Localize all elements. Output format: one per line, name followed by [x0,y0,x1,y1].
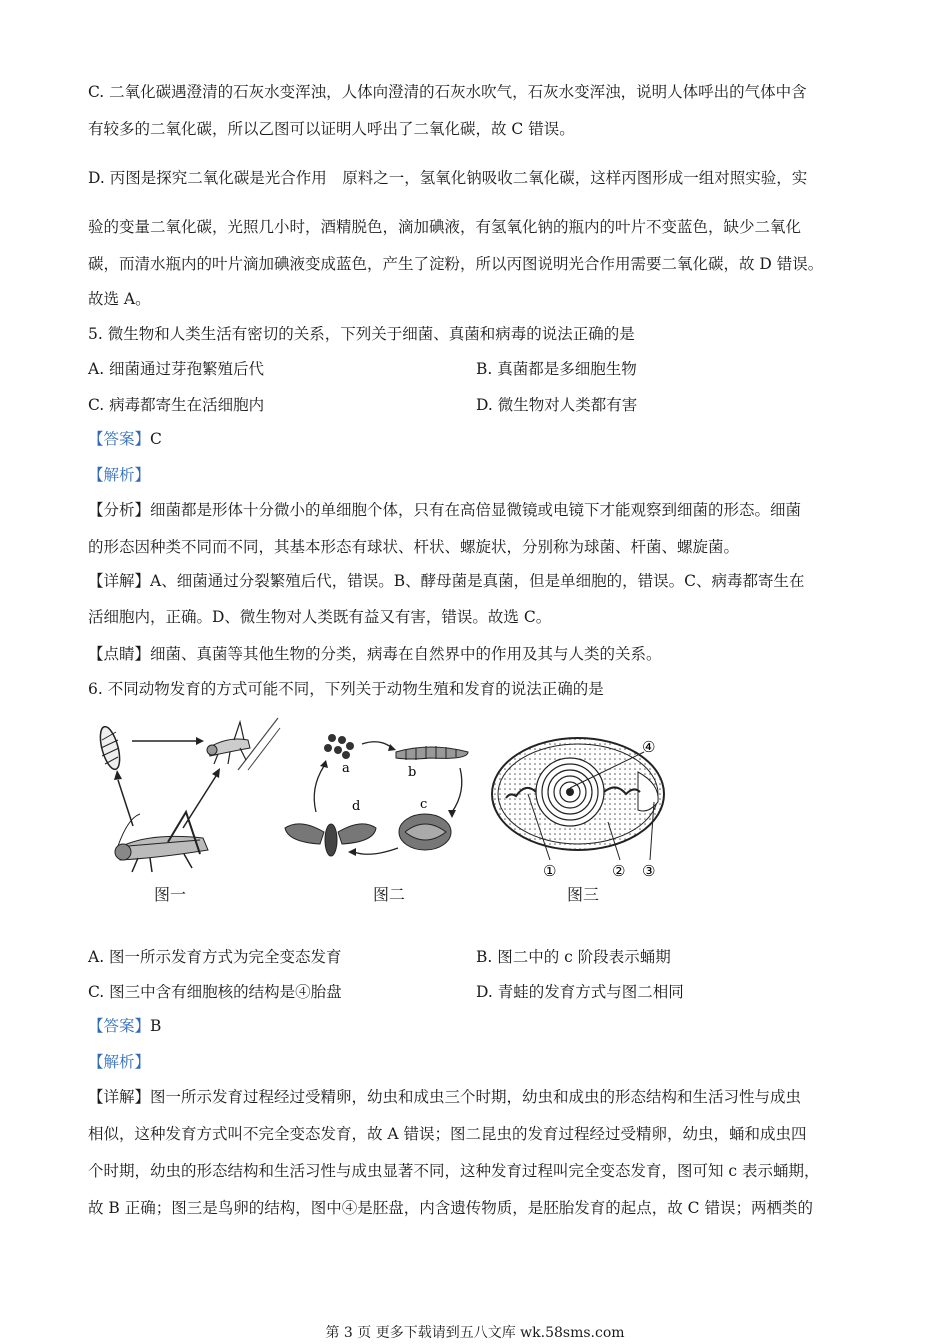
label-1: ① [543,862,557,880]
text-line: C. 二氧化碳遇澄清的石灰水变浑浊，人体向澄清的石灰水吹气，石灰水变浑浊，说明人体呼出的气体中含 [88,83,807,101]
q6-option-a: A. 图一所示发育方式为完全变态发育 [88,948,342,966]
q5-fenxi [88,500,801,520]
egg-icon [97,725,124,772]
q5-answer [88,429,162,449]
q6-option-c: C. 图三中含有细胞核的结构是④胎盘 [88,983,342,1001]
figure-2-lifecycle-diagram [280,728,480,876]
text-line: 相似，这种发育方式叫不完全变态发育，故 A 错误；图二昆虫的发育过程经过受精卵，幼虫，蛹和成虫四 [88,1125,807,1143]
q5-option-c: C. 病毒都寄生在活细胞内 [88,396,265,414]
text-line: 验的变量二氧化碳，光照几小时，酒精脱色，滴加碘液，有氢氧化钠的瓶内的叶片不变蓝色，缺少二氧化 [88,218,802,236]
dianjing-text: 细菌、真菌等其他生物的分类，病毒在自然界中的作用及其与人类的关系。 [150,645,662,663]
answer-value: C [150,430,162,448]
page-footer: 第 3 页 更多下载请到五八文库 wk.58sms.com [325,1325,625,1341]
q6-option-b: B. 图二中的 c 阶段表示蛹期 [476,948,671,966]
label-2: ② [612,862,626,880]
label-c: c [420,797,428,812]
question-6-stem: 6. 不同动物发育的方式可能不同，下列关于动物生殖和发育的说法正确的是 [88,680,604,698]
figure-3-caption: 图三 [567,885,600,904]
text-line: 个时期，幼虫的形态结构和生活习性与成虫显著不同，这种发育过程叫完全变态发育，图可知 c 表示蛹期， [88,1162,820,1180]
adult-grasshopper-icon [115,812,208,872]
text-line: 的形态因种类不同而不同，其基本形态有球状、杆状、螺旋状，分别称为球菌、杆菌、螺旋菌。 [88,538,740,556]
text-line: 碳，而清水瓶内的叶片滴加碘液变成蓝色，产生了淀粉，所以丙图说明光合作用需要二氧化碳，故 D 错误。 [88,255,824,273]
xiangjie-tag: 【详解】 [88,572,151,590]
answer-tag: 【答案】 [88,1017,151,1035]
question-5-stem: 5. 微生物和人类生活有密切的关系，下列关于细菌、真菌和病毒的说法正确的是 [88,325,635,343]
text-line: D. 丙图是探究二氧化碳是光合作用 原料之一，氢氧化钠吸收二氧化碳，这样丙图形成一组对照实验，实 [88,169,808,187]
q6-answer [88,1016,161,1036]
label-3: ③ [642,862,656,880]
pupa-icon [399,814,451,850]
larva-icon [396,746,468,760]
figure-1-caption: 图一 [154,885,187,904]
text-line: 有较多的二氧化碳，所以乙图可以证明人呼出了二氧化碳，故 C 错误。 [88,120,575,138]
q6-option-d: D. 青蛙的发育方式与图二相同 [476,983,684,1001]
xiangjie-text: A、细菌通过分裂繁殖后代，错误。B、酵母菌是真菌，但是单细胞的，错误。C、病毒都寄生在 [150,572,805,590]
q6-xiangjie [88,1087,801,1107]
eggs-icon [324,734,354,759]
q5-analysis-tag: 【解析】 [88,466,151,484]
label-4: ④ [642,738,656,756]
q5-option-a: A. 细菌通过芽孢繁殖后代 [88,360,265,378]
answer-value: B [150,1017,162,1035]
q5-option-b: B. 真菌都是多细胞生物 [476,360,637,378]
q5-xiangjie [88,571,804,591]
q5-dianjing [88,644,662,664]
figure-1-grasshopper-diagram [88,708,288,878]
text-line: 故选 A。 [88,290,151,308]
fenxi-tag: 【分析】 [88,501,151,519]
fenxi-text: 细菌都是形体十分微小的单细胞个体，只有在高倍显微镜或电镜下才能观察到细菌的形态。细菌 [150,501,802,519]
dianjing-tag: 【点睛】 [88,645,151,663]
moth-icon [285,824,376,856]
xiangjie-text: 图一所示发育过程经过受精卵，幼虫和成虫三个时期，幼虫和成虫的形态结构和生活习性与成虫 [150,1088,802,1106]
q6-analysis-tag: 【解析】 [88,1053,151,1071]
text-line: 活细胞内，正确。D、微生物对人类既有益又有害，错误。故选 C。 [88,608,552,626]
text-line: 故 B 正确；图三是鸟卵的结构，图中④是胚盘，内含遗传物质，是胚胎发育的起点，故 C 错误；两栖类的 [88,1199,813,1217]
label-a: a [342,761,350,776]
answer-tag: 【答案】 [88,430,151,448]
nymph-icon [207,718,280,770]
yolk-icon [536,758,604,826]
label-b: b [408,765,417,780]
figure-3-egg-structure-diagram [488,732,678,880]
figure-2-caption: 图二 [373,885,406,904]
xiangjie-tag: 【详解】 [88,1088,151,1106]
label-d: d [352,799,361,814]
q5-option-d: D. 微生物对人类都有害 [476,396,638,414]
